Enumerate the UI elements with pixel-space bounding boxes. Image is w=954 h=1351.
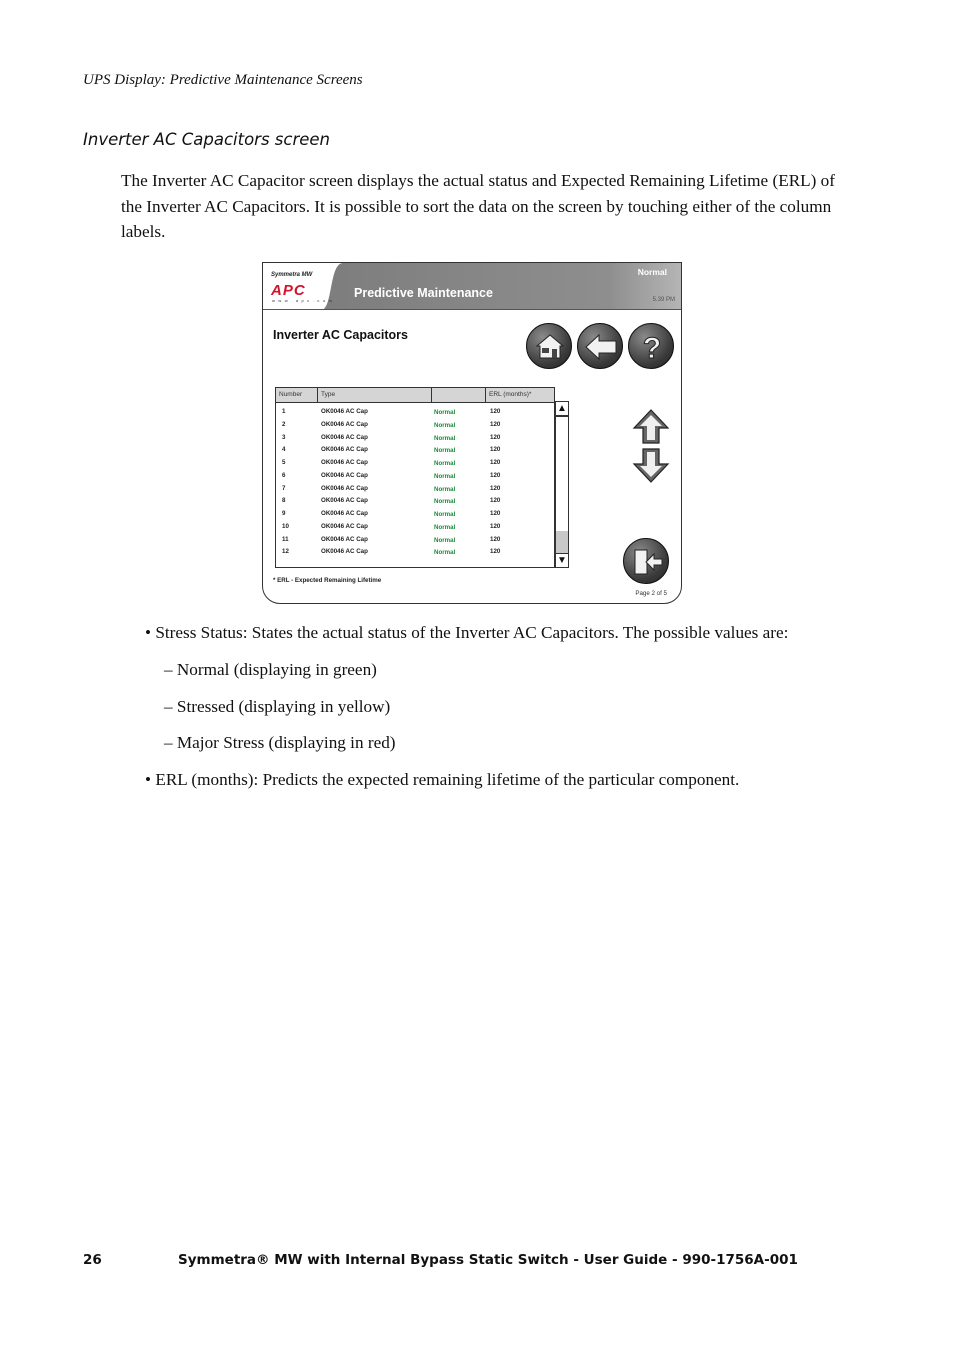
table-row[interactable] [276, 459, 554, 472]
row-number: 1 [282, 408, 286, 415]
row-erl: 120 [490, 420, 501, 428]
row-type: OK0046 AC Cap [321, 408, 368, 415]
home-icon [527, 324, 573, 370]
row-erl: 120 [490, 408, 501, 415]
page-header: UPS Display: Predictive Maintenance Screens [83, 72, 363, 88]
product-name: Symmetra MW [271, 272, 313, 278]
bullet-stress-status: • Stress Status: States the actual status of the Inverter AC Capacitors. The possible values are: [145, 623, 789, 642]
row-type: OK0046 AC Cap [321, 548, 368, 556]
capacitor-table [275, 387, 555, 568]
scroll-thumb[interactable] [556, 531, 568, 553]
screen-heading: Inverter AC Capacitors [273, 328, 408, 342]
row-type: OK0046 AC Cap [321, 420, 368, 428]
row-erl: 120 [490, 433, 501, 441]
column-status[interactable] [432, 388, 486, 402]
row-erl: 120 [490, 548, 501, 556]
help-icon [629, 324, 675, 370]
row-status: Normal [434, 409, 456, 416]
row-erl: 120 [490, 522, 501, 530]
table-row[interactable] [276, 472, 554, 485]
row-status: Normal [434, 523, 456, 531]
row-status: Normal [434, 511, 456, 518]
row-status: Normal [434, 549, 456, 557]
back-arrow-icon [578, 324, 624, 370]
column-erl[interactable]: ERL (months)* [489, 391, 532, 398]
home-button[interactable] [526, 323, 572, 369]
page-indicator: Page 2 of 5 [635, 590, 667, 597]
row-status: Normal [434, 447, 456, 455]
row-status: Normal [434, 472, 456, 480]
row-erl: 120 [490, 484, 501, 492]
column-number[interactable]: Number [276, 388, 318, 402]
row-type: OK0046 AC Cap [321, 471, 368, 479]
table-row[interactable] [276, 510, 554, 523]
row-status: Normal [434, 421, 456, 429]
row-erl: 120 [490, 535, 501, 543]
row-type: OK0046 AC Cap [321, 535, 368, 543]
sub-bullet-stressed: – Stressed (displaying in yellow) [164, 697, 391, 716]
row-number: 5 [282, 459, 286, 466]
sub-bullet-normal: – Normal (displaying in green) [164, 660, 377, 679]
row-number: 9 [282, 510, 286, 517]
row-number: 6 [282, 471, 286, 479]
help-button[interactable] [628, 323, 674, 369]
page-down-button[interactable] [631, 446, 671, 484]
page-up-button[interactable] [631, 408, 671, 446]
table-row[interactable] [276, 485, 554, 498]
clock: 5.39 PM [652, 297, 675, 303]
screen-title: Predictive Maintenance [354, 286, 493, 300]
title-bar [263, 263, 681, 310]
row-number: 3 [282, 433, 286, 441]
row-erl: 120 [490, 471, 501, 479]
table-row[interactable] [276, 523, 554, 536]
table-row[interactable] [276, 446, 554, 459]
row-status: Normal [434, 460, 456, 467]
row-erl: 120 [490, 446, 501, 454]
row-number: 12 [282, 548, 289, 556]
row-type: OK0046 AC Cap [321, 484, 368, 492]
row-status: Normal [434, 485, 456, 493]
footer-doc-title: Symmetra® MW with Internal Bypass Static Switch - User Guide - 990-1756A-001 [178, 1252, 798, 1268]
row-erl: 120 [490, 459, 501, 466]
row-type: OK0046 AC Cap [321, 522, 368, 530]
table-header [276, 388, 554, 403]
row-erl: 120 [490, 510, 501, 517]
row-number: 4 [282, 446, 286, 454]
system-status: Normal [637, 267, 667, 277]
apc-url: w w w . a p c . c o m [272, 298, 334, 303]
section-title: Inverter AC Capacitors screen [83, 130, 331, 149]
apc-logo: APC [271, 282, 306, 299]
row-number: 2 [282, 420, 286, 428]
row-type: OK0046 AC Cap [321, 510, 368, 517]
sub-bullet-major-stress: – Major Stress (displaying in red) [164, 733, 396, 752]
row-status: Normal [434, 536, 456, 544]
row-number: 10 [282, 522, 289, 530]
bullet-erl: • ERL (months): Predicts the expected remaining lifetime of the particular component. [145, 770, 740, 789]
row-erl: 120 [490, 497, 501, 505]
intro-paragraph: The Inverter AC Capacitor screen displays the actual status and Expected Remaining Lifetime (ERL) of the Inverter AC Capacitors. It is possible to sort the data on the screen by touching either of the column labels. [121, 171, 835, 241]
back-button[interactable] [577, 323, 623, 369]
ups-display-screen [262, 262, 682, 604]
row-type: OK0046 AC Cap [321, 446, 368, 454]
table-row[interactable] [276, 434, 554, 447]
scroll-up-button[interactable]: ▲ [555, 401, 569, 416]
svg-text:?: ? [642, 332, 662, 365]
row-number: 7 [282, 484, 286, 492]
row-type: OK0046 AC Cap [321, 459, 368, 466]
row-number: 8 [282, 497, 286, 505]
row-type: OK0046 AC Cap [321, 497, 368, 505]
table-row[interactable] [276, 408, 554, 421]
erl-footnote: * ERL - Expected Remaining Lifetime [273, 577, 382, 584]
table-row[interactable] [276, 536, 554, 549]
scroll-down-button[interactable]: ▼ [555, 553, 569, 568]
row-status: Normal [434, 498, 456, 506]
row-type: OK0046 AC Cap [321, 433, 368, 441]
column-type[interactable]: Type [318, 388, 432, 402]
row-number: 11 [282, 535, 289, 543]
exit-door-icon [624, 539, 670, 585]
footer-page-number: 26 [83, 1252, 102, 1268]
row-status: Normal [434, 434, 456, 442]
table-row[interactable] [276, 497, 554, 510]
exit-button[interactable] [623, 538, 669, 584]
table-row[interactable] [276, 548, 554, 561]
table-row[interactable] [276, 421, 554, 434]
